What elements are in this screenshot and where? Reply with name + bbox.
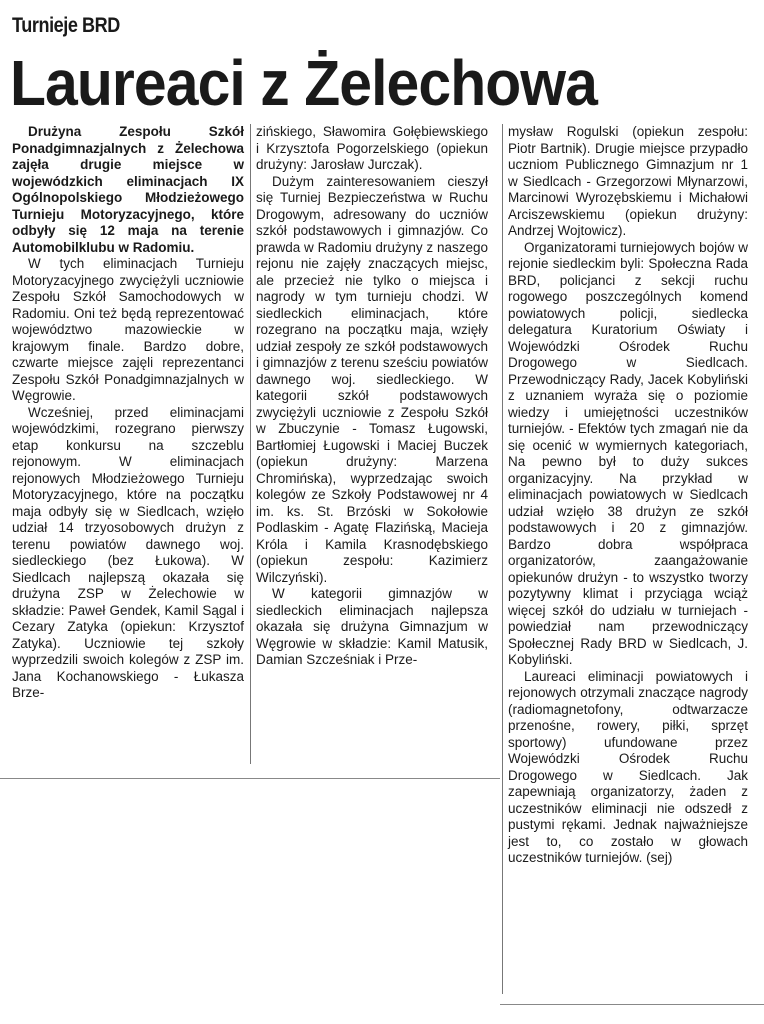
article-column-1	[12, 124, 244, 702]
article-column-2	[256, 124, 488, 669]
article-paragraph: Dużym zainteresowaniem cieszył się Turniej Bezpieczeństwa w Ruchu Drogowym, adresowany do uczniów szkół podstawowych i gimnazjów. Co prawda w Radomiu drużyny z naszego rejonu nie zajęły znaczących miejsc, ale przecież nie tylko o miejsca i nagrody w tym turnieju chodzi. W siedleckich eliminacjach, które rozegrano na początku maja, wzięły udział zespoły ze szkół podstawowych i gimnazjów z terenu sześciu powiatów dawnego woj. siedleckiego. W kategorii szkół podstawowych zwyciężyli uczniowie z Zespołu Szkół w Zbuczynie - Tomasz Ługowski, Bartłomiej Ługowski i Maciej Buczek (opiekun drużyny: Marzena Chromińska), wyprzedzając swoich kolegów ze Szkoły Podstawowej nr 4 im. ks. St. Brzóski w Sokołowie Podlaskim - Agatę Flazińską, Macieja Króla i Kamila Krasnodębskiego (opiekun zespołu: Kazimierz Wilczyński).	[256, 173, 488, 585]
clipping-edge	[500, 1004, 764, 1005]
article-column-3	[508, 124, 748, 867]
clipping-edge	[0, 778, 500, 779]
article-paragraph-continued: zińskiego, Sławomira Gołębiewskiego i Krzysztofa Pogorzelskiego (opiekun drużyny: Jarosław Jurczak).	[256, 124, 488, 172]
article-paragraph: Organizatorami turniejowych bojów w rejonie siedleckim byli: Społeczna Rada BRD, policjanci z sekcji ruchu rogowego poszczególnych komend powiatowych policji, siedlecka delegatura Kuratorium Oświaty i Wojewódzki Ośrodek Ruchu Drogowego w Siedlcach. Przewodniczący Rady, Jacek Kobyliński z uznaniem wyraża się o poziomie wiedzy i umiejętności uczestników turniejów. - Efektów tych zmagań nie da się ocenić w wymiernych kategoriach, Na pewno był to duży sukces organizacyjny. Na przykład w eliminacjach powiatowych w Siedlcach udział wzięło 38 drużyn ze szkół podstawowych i 20 z gimnazjów. Bardzo dobra współpraca organizatorów, zaangażowanie opiekunów drużyn - to wszystko tworzy pozytywny klimat i przyciąga wciąż więcej szkół do udziału w turniejach - powiedział nam przewodniczący Społecznej Rady BRD w Siedlcach, J. Kobyliński.	[508, 239, 748, 667]
article-lead: Drużyna Zespołu Szkół Ponadgimnazjalnych z Żelechowa zajęła drugie miejsce w wojewódzkich eliminacjach IX Ogólnopolskiego Młodzieżowego Turnieju Motoryzacyjnego, które odbyły się 12 maja na terenie Automobilklubu w Radomiu.	[12, 124, 244, 255]
article-headline: Laureaci z Żelechowa	[10, 47, 597, 119]
article-paragraph-continued: mysław Rogulski (opiekun zespołu: Piotr Bartnik). Drugie miejsce przypadło uczniom Publicznego Gimnazjum nr 1 w Siedlcach - Grzegorzowi Młynarzowi, Marcinowi Wyrozębskiemu i Michałowi Arciszewskiemu (opiekun drużyny: Andrzej Wojtowicz).	[508, 124, 748, 238]
column-rule	[250, 124, 251, 764]
article-paragraph: Wcześniej, przed eliminacjami wojewódzkimi, rozegrano pierwszy etap konkursu na szczeblu rejonowym. W eliminacjach rejonowych Młodzieżowego Turnieju Motoryzacyjnego, które na początku maja odbyły się w Siedlcach, wzięło udział 14 trzyosobowych drużyn z terenu powiatów dawnego woj. siedleckiego (bez Łukowa). W Siedlcach najlepszą okazała się drużyna ZSP w Żelechowie w składzie: Paweł Gendek, Kamil Sągal i Cezary Zatyka (opiekun: Krzysztof Zatyka). Uczniowie tej szkoły wyprzedzili swoich kolegów z ZSP im. Jana Kochanowskiego - Łukasza Brze-	[12, 404, 244, 700]
article-paragraph: W tych eliminacjach Turnieju Motoryzacyjnego zwyciężyli uczniowie Zespołu Szkół Samochodowych w Radomiu. Oni też będą reprezentować województwo mazowieckie w krajowym finale. Bardzo dobre, czwarte miejsce zajęli reprezentanci Zespołu Szkół Ponadgimnazjalnych w Węgrowie.	[12, 256, 244, 403]
column-rule	[502, 124, 503, 994]
section-kicker: Turnieje BRD	[12, 14, 120, 37]
article-paragraph: W kategorii gimnazjów w siedleckich eliminacjach najlepsza okazała się drużyna Gimnazjum w Węgrowie w składzie: Kamil Matusik, Damian Szcześniak i Prze-	[256, 586, 488, 667]
article-paragraph: Laureaci eliminacji powiatowych i rejonowych otrzymali znaczące nagrody (radiomagnetofony, odtwarzacze przenośne, rowery, piłki, sprzęt sportowy) ufundowane przez Wojewódzki Ośrodek Ruchu Drogowego w Siedlcach. Jak zapewniają organizatorzy, żaden z uczestników eliminacji nie odszedł z pustymi rękami. Jednak najważniejsze jest to, co zostało w głowach uczestników turniejów. (sej)	[508, 668, 748, 865]
